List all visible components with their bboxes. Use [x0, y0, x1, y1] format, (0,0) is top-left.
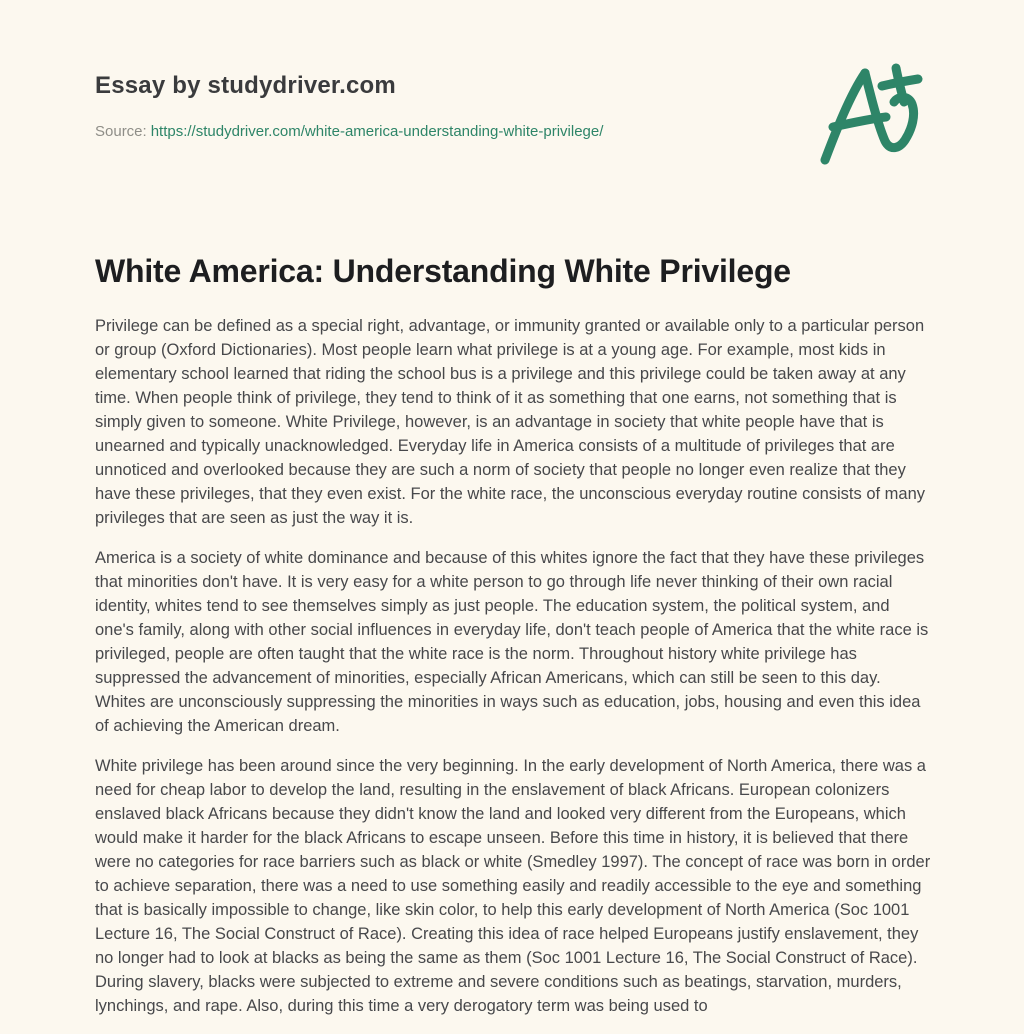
source-line	[95, 123, 795, 140]
article-body	[95, 314, 931, 1018]
article-title: White America: Understanding White Privilege	[95, 253, 791, 289]
document-header	[95, 72, 795, 140]
article-paragraph: America is a society of white dominance and because of this whites ignore the fact that they have these privileges that minorities don't have. It is very easy for a white person to go through life never thinking of their own racial identity, whites tend to see themselves simply as just people. The education system, the political system, and one's family, along with other social influences in everyday life, don't teach people of America that the white race is privileged, people are often taught that the white race is the norm. Throughout history white privilege has suppressed the advancement of minorities, especially African Americans, which can still be seen to this day. Whites are unconsciously suppressing the minorities in ways such as education, jobs, housing and even this idea of achieving the American dream.	[95, 549, 929, 735]
a-plus-logo-icon	[808, 55, 938, 185]
article	[95, 252, 931, 1034]
article-paragraph: Privilege can be defined as a special right, advantage, or immunity granted or available only to a particular person or group (Oxford Dictionaries). Most people learn what privilege is at a young age. For example, most kids in elementary school learned that riding the school bus is a privilege and this privilege could be taken away at any time. When people think of privilege, they tend to think of it as something that one earns, not something that is simply given to someone. White Privilege, however, is an advantage in society that white people have that is unearned and typically unacknowledged. Everyday life in America consists of a multitude of privileges that are unnoticed and overlooked because they are such a norm of society that people no longer even realize that they have these privileges, that they even exist. For the white race, the unconscious everyday routine consists of many privileges that are seen as just the way it is.	[95, 317, 926, 527]
article-paragraph: White privilege has been around since the very beginning. In the early development of North America, there was a need for cheap labor to develop the land, resulting in the enslavement of black Africans. European colonizers enslaved black Africans because they didn't know the land and looked very different from the Europeans, which would make it harder for the black Africans to escape unseen. Before this time in history, it is believed that there were no categories for race barriers such as black or white (Smedley 1997). The concept of race was born in order to achieve separation, there was a need to use something easily and readily accessible to the eye and something that is basically impossible to change, like skin color, to help this early development of North America (Soc 1001 Lecture 16, The Social Construct of Race). Creating this idea of race helped Europeans justify enslavement, they no longer had to look at blacks as being the same as them (Soc 1001 Lecture 16, The Social Construct of Race). During slavery, blacks were subjected to extreme and severe conditions such as beatings, starvation, murders, lynchings, and rape. Also, during this time a very derogatory term was being used to	[95, 757, 931, 1015]
source-url-link[interactable]: https://studydriver.com/white-america-understanding-white-privilege/	[150, 123, 604, 140]
site-heading: Essay by studydriver.com	[95, 72, 396, 99]
source-label: Source:	[95, 123, 147, 140]
